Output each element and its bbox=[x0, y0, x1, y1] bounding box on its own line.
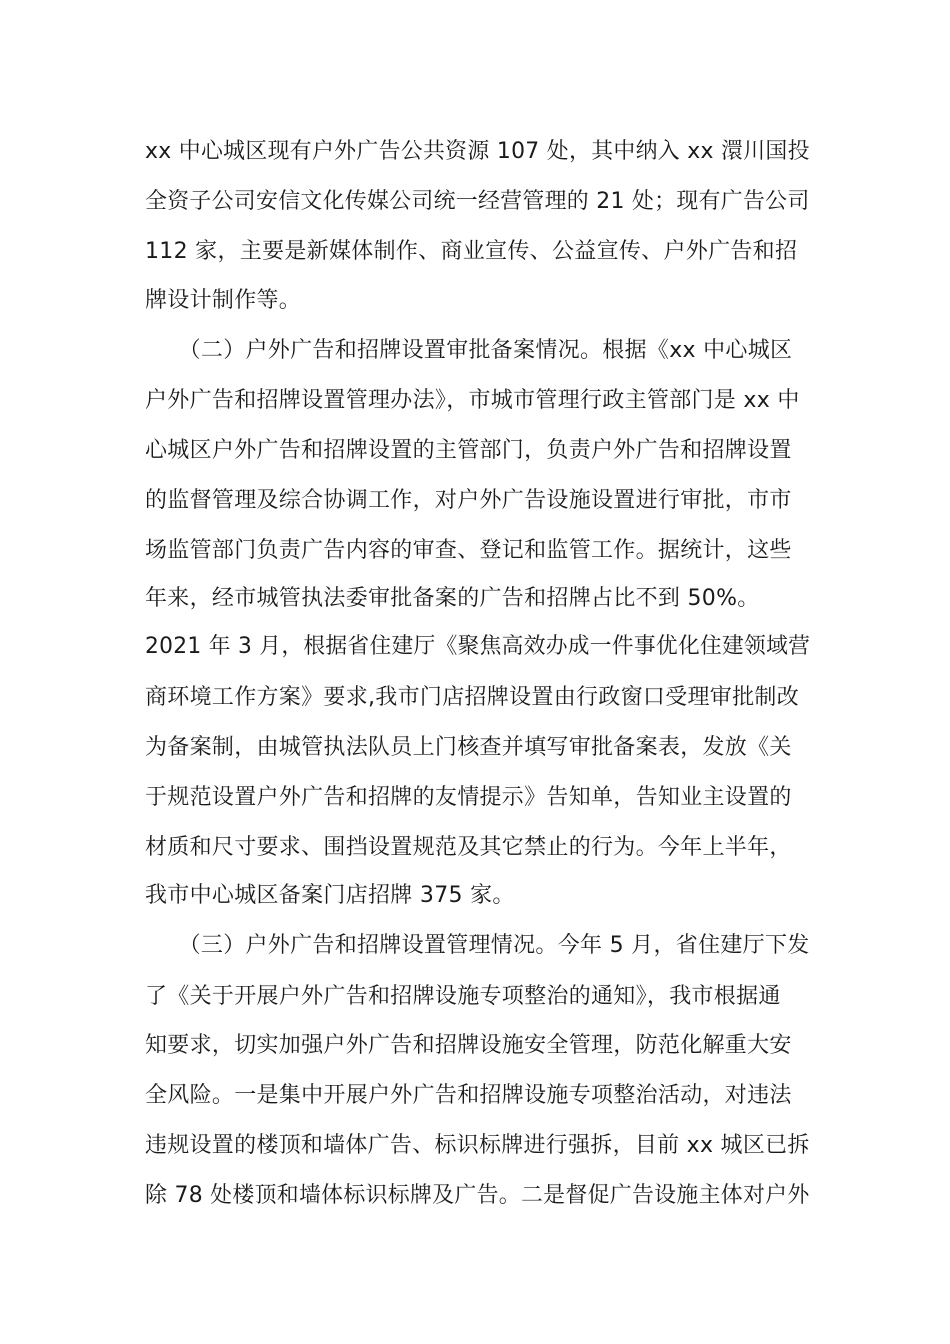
text-line: 全风险。一是集中开展户外广告和招牌设施专项整治活动，对违法 bbox=[145, 1083, 792, 1108]
text-line: 场监管部门负责广告内容的审查、登记和监管工作。据统计，这些 bbox=[145, 538, 792, 563]
text-line: 为备案制，由城管执法队员上门核查并填写审批备案表，发放《关 bbox=[145, 735, 792, 760]
text-line: 违规设置的楼顶和墙体广告、标识标牌进行强拆，目前 xx 城区已拆 bbox=[145, 1133, 810, 1158]
text-line: （二）户外广告和招牌设置审批备案情况。根据《xx 中心城区 bbox=[145, 338, 793, 363]
text-line: 的监督管理及综合协调工作，对户外广告设施设置进行审批，市市 bbox=[145, 488, 792, 513]
text-line: 年来，经市城管执法委审批备案的广告和招牌占比不到 50%。 bbox=[145, 586, 760, 611]
text-line: （三）户外广告和招牌设置管理情况。今年 5 月，省住建厅下发 bbox=[145, 933, 810, 958]
text-line: 商环境工作方案》要求,我市门店招牌设置由行政窗口受理审批制改 bbox=[145, 685, 799, 710]
text-line: xx 中心城区现有户外广告公共资源 107 处，其中纳入 xx 澴川国投 bbox=[145, 139, 810, 164]
text-line: 112 家，主要是新媒体制作、商业宣传、公益宣传、户外广告和招 bbox=[145, 239, 798, 264]
text-line: 了《关于开展户外广告和招牌设施专项整治的通知》，我市根据通 bbox=[145, 984, 781, 1009]
text-line: 知要求，切实加强户外广告和招牌设施安全管理，防范化解重大安 bbox=[145, 1033, 792, 1058]
text-line: 全资子公司安信文化传媒公司统一经营管理的 21 处；现有广告公司 bbox=[145, 189, 810, 214]
text-line: 材质和尺寸要求、围挡设置规范及其它禁止的行为。今年上半年， bbox=[145, 835, 792, 860]
text-line: 户外广告和招牌设置管理办法》，市城市管理行政主管部门是 xx 中 bbox=[145, 388, 800, 413]
text-line: 我市中心城区备案门店招牌 375 家。 bbox=[145, 883, 515, 908]
text-line: 2021 年 3 月，根据省住建厅《聚焦高效办成一件事优化住建领域营 bbox=[145, 634, 811, 659]
text-line: 牌设计制作等。 bbox=[145, 288, 302, 313]
text-line: 除 78 处楼顶和墙体标识标牌及广告。二是督促广告设施主体对户外 bbox=[145, 1183, 810, 1208]
text-line: 心城区户外广告和招牌设置的主管部门，负责户外广告和招牌设置 bbox=[145, 438, 792, 463]
text-line: 于规范设置户外广告和招牌的友情提示》告知单，告知业主设置的 bbox=[145, 785, 792, 810]
